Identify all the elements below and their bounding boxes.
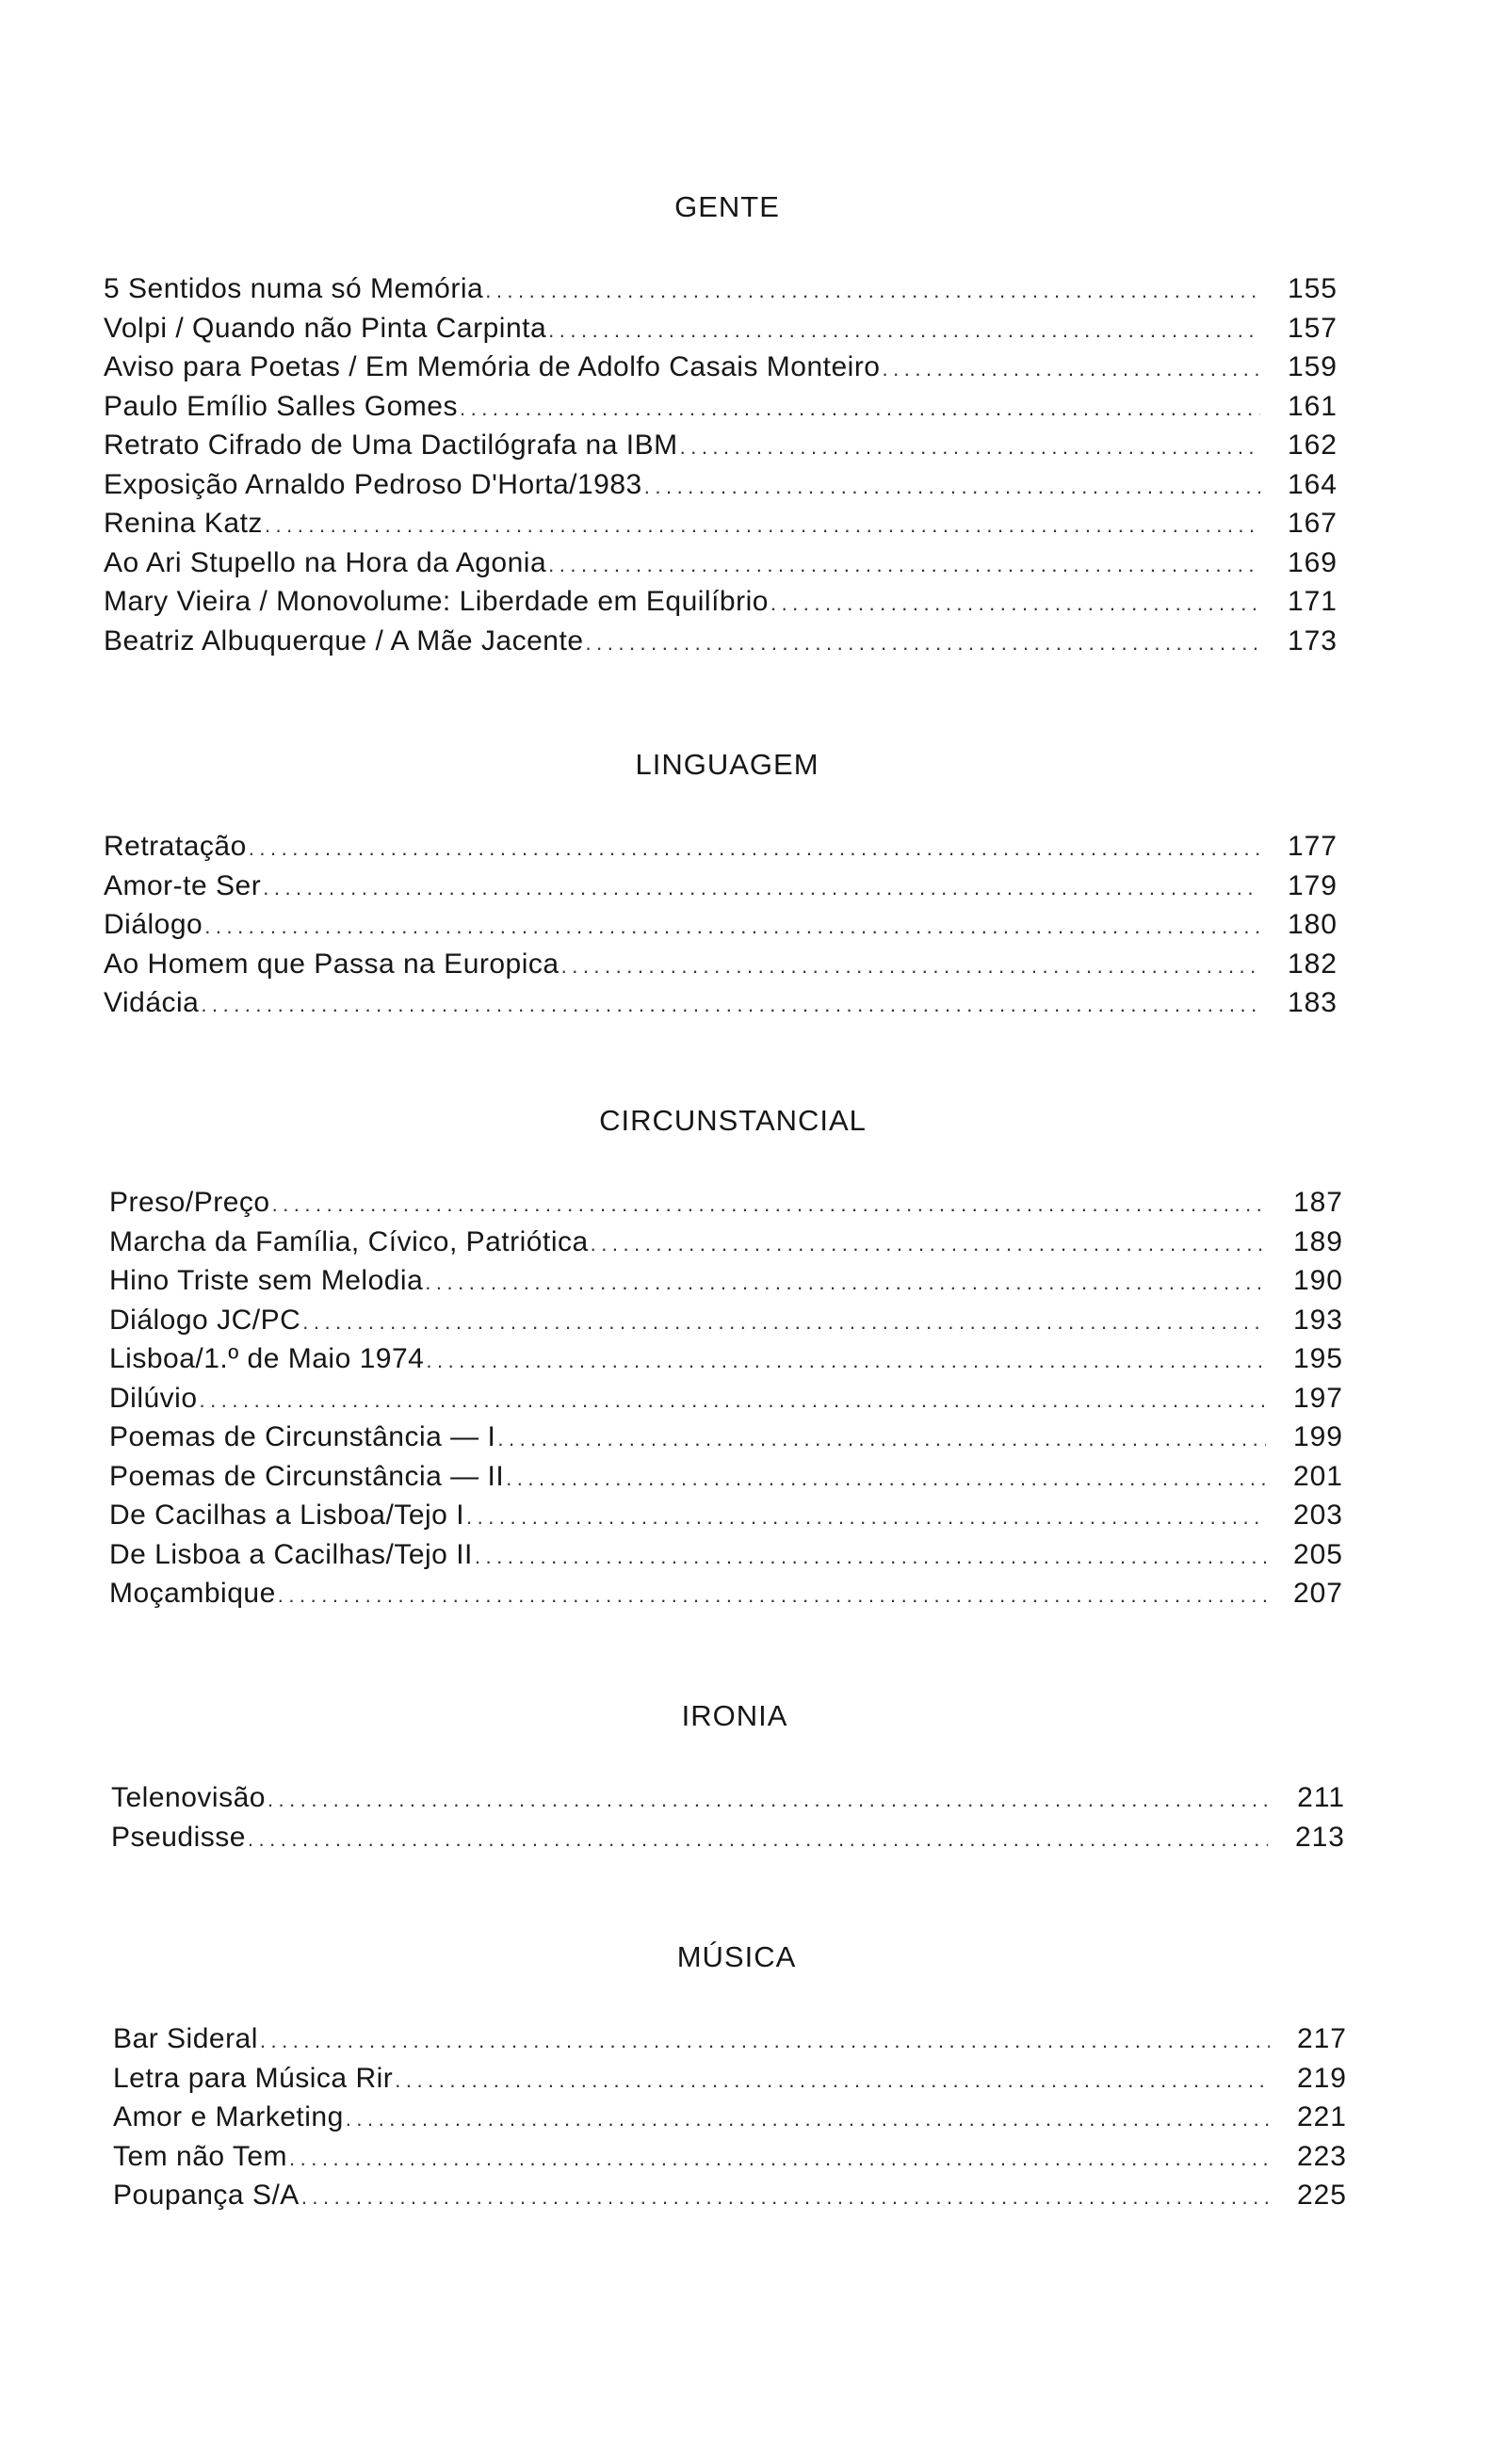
toc-page-number: 162 bbox=[1287, 430, 1338, 461]
toc-page-number: 157 bbox=[1287, 312, 1338, 344]
toc-entry-title: Marcha da Família, Cívico, Patriótica bbox=[109, 1225, 589, 1257]
toc-entry-title: Poemas de Circunstância — I bbox=[109, 1421, 496, 1452]
toc-entry-title: Letra para Música Rir bbox=[113, 2062, 394, 2094]
toc-page-number: 173 bbox=[1287, 624, 1338, 657]
toc-list bbox=[104, 827, 1338, 1023]
toc-entry bbox=[104, 905, 1338, 945]
toc-entry bbox=[113, 2137, 1347, 2177]
dot-leader bbox=[548, 311, 1260, 350]
toc-entry bbox=[104, 622, 1338, 661]
toc-entry bbox=[111, 1778, 1345, 1818]
toc-entry bbox=[113, 2098, 1347, 2137]
toc-list bbox=[104, 269, 1338, 660]
dot-leader bbox=[265, 506, 1260, 545]
dot-leader bbox=[644, 467, 1260, 507]
dot-leader bbox=[260, 2021, 1270, 2061]
toc-list bbox=[109, 1183, 1343, 1613]
dot-leader bbox=[278, 1576, 1266, 1615]
toc-entry-title: Volpi / Quando não Pinta Carpinta bbox=[104, 312, 547, 344]
dot-leader bbox=[548, 545, 1260, 585]
dot-leader bbox=[770, 584, 1260, 624]
dot-leader bbox=[460, 389, 1260, 429]
toc-entry bbox=[109, 1261, 1343, 1301]
toc-entry-title: Diálogo JC/PC bbox=[109, 1304, 301, 1336]
dot-leader bbox=[301, 2178, 1270, 2217]
toc-entry-title: Aviso para Poetas / Em Memória de Adolfo Casais Monteiro bbox=[104, 351, 881, 382]
toc-entry bbox=[104, 827, 1338, 867]
toc-entry-title: Preso/Preço bbox=[109, 1187, 270, 1218]
toc-page-number: 190 bbox=[1292, 1265, 1343, 1296]
toc-page-number: 219 bbox=[1296, 2062, 1347, 2094]
toc-entry bbox=[104, 983, 1338, 1023]
toc-entry-title: Retrato Cifrado de Uma Dactilógrafa na IBM bbox=[104, 430, 678, 461]
section-ironia bbox=[111, 1695, 1345, 1856]
toc-page-number: 164 bbox=[1287, 468, 1338, 500]
toc-entry-title: Ao Ari Stupello na Hora da Agonia bbox=[104, 546, 547, 578]
toc-entry bbox=[109, 1301, 1343, 1340]
section-circunstancial bbox=[109, 1100, 1343, 1613]
toc-entry bbox=[111, 1818, 1345, 1857]
dot-leader bbox=[289, 2139, 1270, 2179]
dot-leader bbox=[249, 829, 1260, 868]
toc-entry-title: Amor-te Ser bbox=[104, 869, 262, 901]
toc-page-number: 225 bbox=[1296, 2180, 1347, 2211]
toc-entry bbox=[109, 1339, 1343, 1379]
toc-list bbox=[113, 2019, 1347, 2215]
toc-page-number: 167 bbox=[1287, 508, 1338, 539]
toc-entry-title: Retratação bbox=[104, 831, 247, 862]
toc-page-number: 183 bbox=[1287, 987, 1338, 1018]
dot-leader bbox=[248, 1820, 1268, 1859]
toc-entry bbox=[109, 1535, 1343, 1575]
dot-leader bbox=[346, 2099, 1270, 2139]
section-gente bbox=[104, 186, 1338, 660]
dot-leader bbox=[426, 1341, 1266, 1381]
toc-entry bbox=[104, 543, 1338, 583]
toc-entry bbox=[104, 387, 1338, 427]
dot-leader bbox=[302, 1303, 1266, 1342]
toc-page-number: 187 bbox=[1292, 1187, 1343, 1218]
toc-page-number: 179 bbox=[1287, 869, 1338, 901]
section-linguagem bbox=[104, 744, 1338, 1023]
dot-leader bbox=[425, 1263, 1266, 1303]
section-musica bbox=[113, 1937, 1347, 2215]
dot-leader bbox=[272, 1185, 1266, 1224]
toc-page-number: 180 bbox=[1287, 909, 1338, 940]
toc-entry bbox=[109, 1418, 1343, 1457]
toc-entry bbox=[104, 867, 1338, 906]
dot-leader bbox=[466, 1498, 1266, 1537]
dot-leader bbox=[475, 1537, 1266, 1577]
toc-page-number: 199 bbox=[1292, 1421, 1343, 1452]
dot-leader bbox=[591, 1224, 1266, 1264]
dot-leader bbox=[263, 868, 1260, 908]
toc-entry-title: Exposição Arnaldo Pedroso D'Horta/1983 bbox=[104, 468, 642, 500]
dot-leader bbox=[561, 947, 1260, 986]
toc-entry-title: Tem não Tem bbox=[113, 2140, 288, 2172]
toc-page-number: 197 bbox=[1292, 1382, 1343, 1414]
dot-leader bbox=[268, 1780, 1268, 1820]
toc-entry-title: Pseudisse bbox=[111, 1821, 246, 1853]
toc-entry-title: Moçambique bbox=[109, 1578, 276, 1609]
toc-entry-title: Poemas de Circunstância — II bbox=[109, 1460, 505, 1492]
toc-entry bbox=[104, 582, 1338, 622]
toc-page-number: 221 bbox=[1296, 2101, 1347, 2132]
dot-leader bbox=[201, 985, 1260, 1025]
toc-entry bbox=[109, 1496, 1343, 1535]
dot-leader bbox=[680, 428, 1260, 467]
toc-page-number: 193 bbox=[1292, 1304, 1343, 1336]
toc-entry-title: Hino Triste sem Melodia bbox=[109, 1265, 424, 1296]
toc-entry bbox=[109, 1574, 1343, 1613]
toc-entry bbox=[109, 1457, 1343, 1497]
section-title: GENTE bbox=[674, 190, 780, 223]
dot-leader bbox=[497, 1419, 1266, 1459]
toc-entry-title: De Cacilhas a Lisboa/Tejo I bbox=[109, 1499, 465, 1531]
toc-entry-title: Telenovisão bbox=[111, 1782, 266, 1813]
toc-entry bbox=[113, 2019, 1347, 2059]
toc-entry bbox=[113, 2059, 1347, 2099]
toc-entry-title: Lisboa/1.º de Maio 1974 bbox=[109, 1343, 425, 1374]
toc-entry bbox=[104, 309, 1338, 349]
toc-entry bbox=[104, 269, 1338, 309]
section-title: MÚSICA bbox=[676, 1940, 797, 1973]
dot-leader bbox=[200, 1381, 1266, 1420]
toc-entry bbox=[104, 348, 1338, 387]
toc-entry-title: Bar Sideral bbox=[113, 2023, 258, 2054]
toc-entry-title: Mary Vieira / Monovolume: Liberdade em Equilíbrio bbox=[104, 586, 769, 617]
toc-list bbox=[111, 1778, 1345, 1856]
toc-entry-title: Renina Katz bbox=[104, 508, 263, 539]
toc-entry bbox=[104, 504, 1338, 543]
toc-entry bbox=[113, 2176, 1347, 2215]
section-title: LINGUAGEM bbox=[635, 748, 819, 781]
toc-page-number: 171 bbox=[1287, 586, 1338, 617]
toc-entry bbox=[104, 945, 1338, 984]
toc-page-number: 207 bbox=[1292, 1578, 1343, 1609]
toc-page-number: 195 bbox=[1292, 1343, 1343, 1374]
dot-leader bbox=[883, 349, 1261, 389]
toc-page-number: 211 bbox=[1297, 1782, 1345, 1813]
toc-entry-title: 5 Sentidos numa só Memória bbox=[104, 273, 484, 304]
toc-entry-title: De Lisboa a Cacilhas/Tejo II bbox=[109, 1538, 473, 1570]
toc-page-number: 189 bbox=[1292, 1225, 1343, 1257]
toc-page-number: 169 bbox=[1287, 546, 1338, 578]
toc-page-number: 217 bbox=[1296, 2023, 1347, 2054]
toc-entry bbox=[104, 465, 1338, 505]
toc-page-number: 213 bbox=[1294, 1821, 1345, 1853]
toc-entry bbox=[109, 1183, 1343, 1223]
toc-entry-title: Diálogo bbox=[104, 909, 203, 940]
dot-leader bbox=[485, 271, 1260, 311]
section-title: IRONIA bbox=[681, 1699, 788, 1732]
toc-entry-title: Ao Homem que Passa na Europica bbox=[104, 948, 560, 980]
section-title: CIRCUNSTANCIAL bbox=[599, 1104, 867, 1137]
toc-page-number: 223 bbox=[1296, 2140, 1347, 2172]
toc-entry bbox=[104, 426, 1338, 465]
toc-page-number: 203 bbox=[1292, 1499, 1343, 1531]
toc-page-number: 159 bbox=[1287, 351, 1338, 382]
toc-page-number: 182 bbox=[1287, 948, 1338, 980]
toc-page-number: 201 bbox=[1292, 1460, 1343, 1492]
toc-entry-title: Amor e Marketing bbox=[113, 2101, 344, 2132]
toc-page-number: 177 bbox=[1287, 831, 1338, 862]
toc-page-number: 161 bbox=[1287, 390, 1338, 422]
toc-entry bbox=[109, 1223, 1343, 1262]
toc-entry-title: Vidácia bbox=[104, 987, 200, 1018]
toc-entry bbox=[109, 1379, 1343, 1418]
toc-entry-title: Beatriz Albuquerque / A Mãe Jacente bbox=[104, 624, 584, 657]
dot-leader bbox=[395, 2061, 1270, 2100]
toc-entry-title: Poupança S/A bbox=[113, 2180, 300, 2211]
dot-leader bbox=[506, 1459, 1266, 1499]
toc-page-number: 155 bbox=[1287, 273, 1338, 304]
dot-leader bbox=[204, 907, 1260, 947]
toc-page-number: 205 bbox=[1292, 1538, 1343, 1570]
dot-leader bbox=[586, 624, 1261, 663]
toc-entry-title: Paulo Emílio Salles Gomes bbox=[104, 390, 458, 422]
toc-entry-title: Dilúvio bbox=[109, 1382, 198, 1414]
